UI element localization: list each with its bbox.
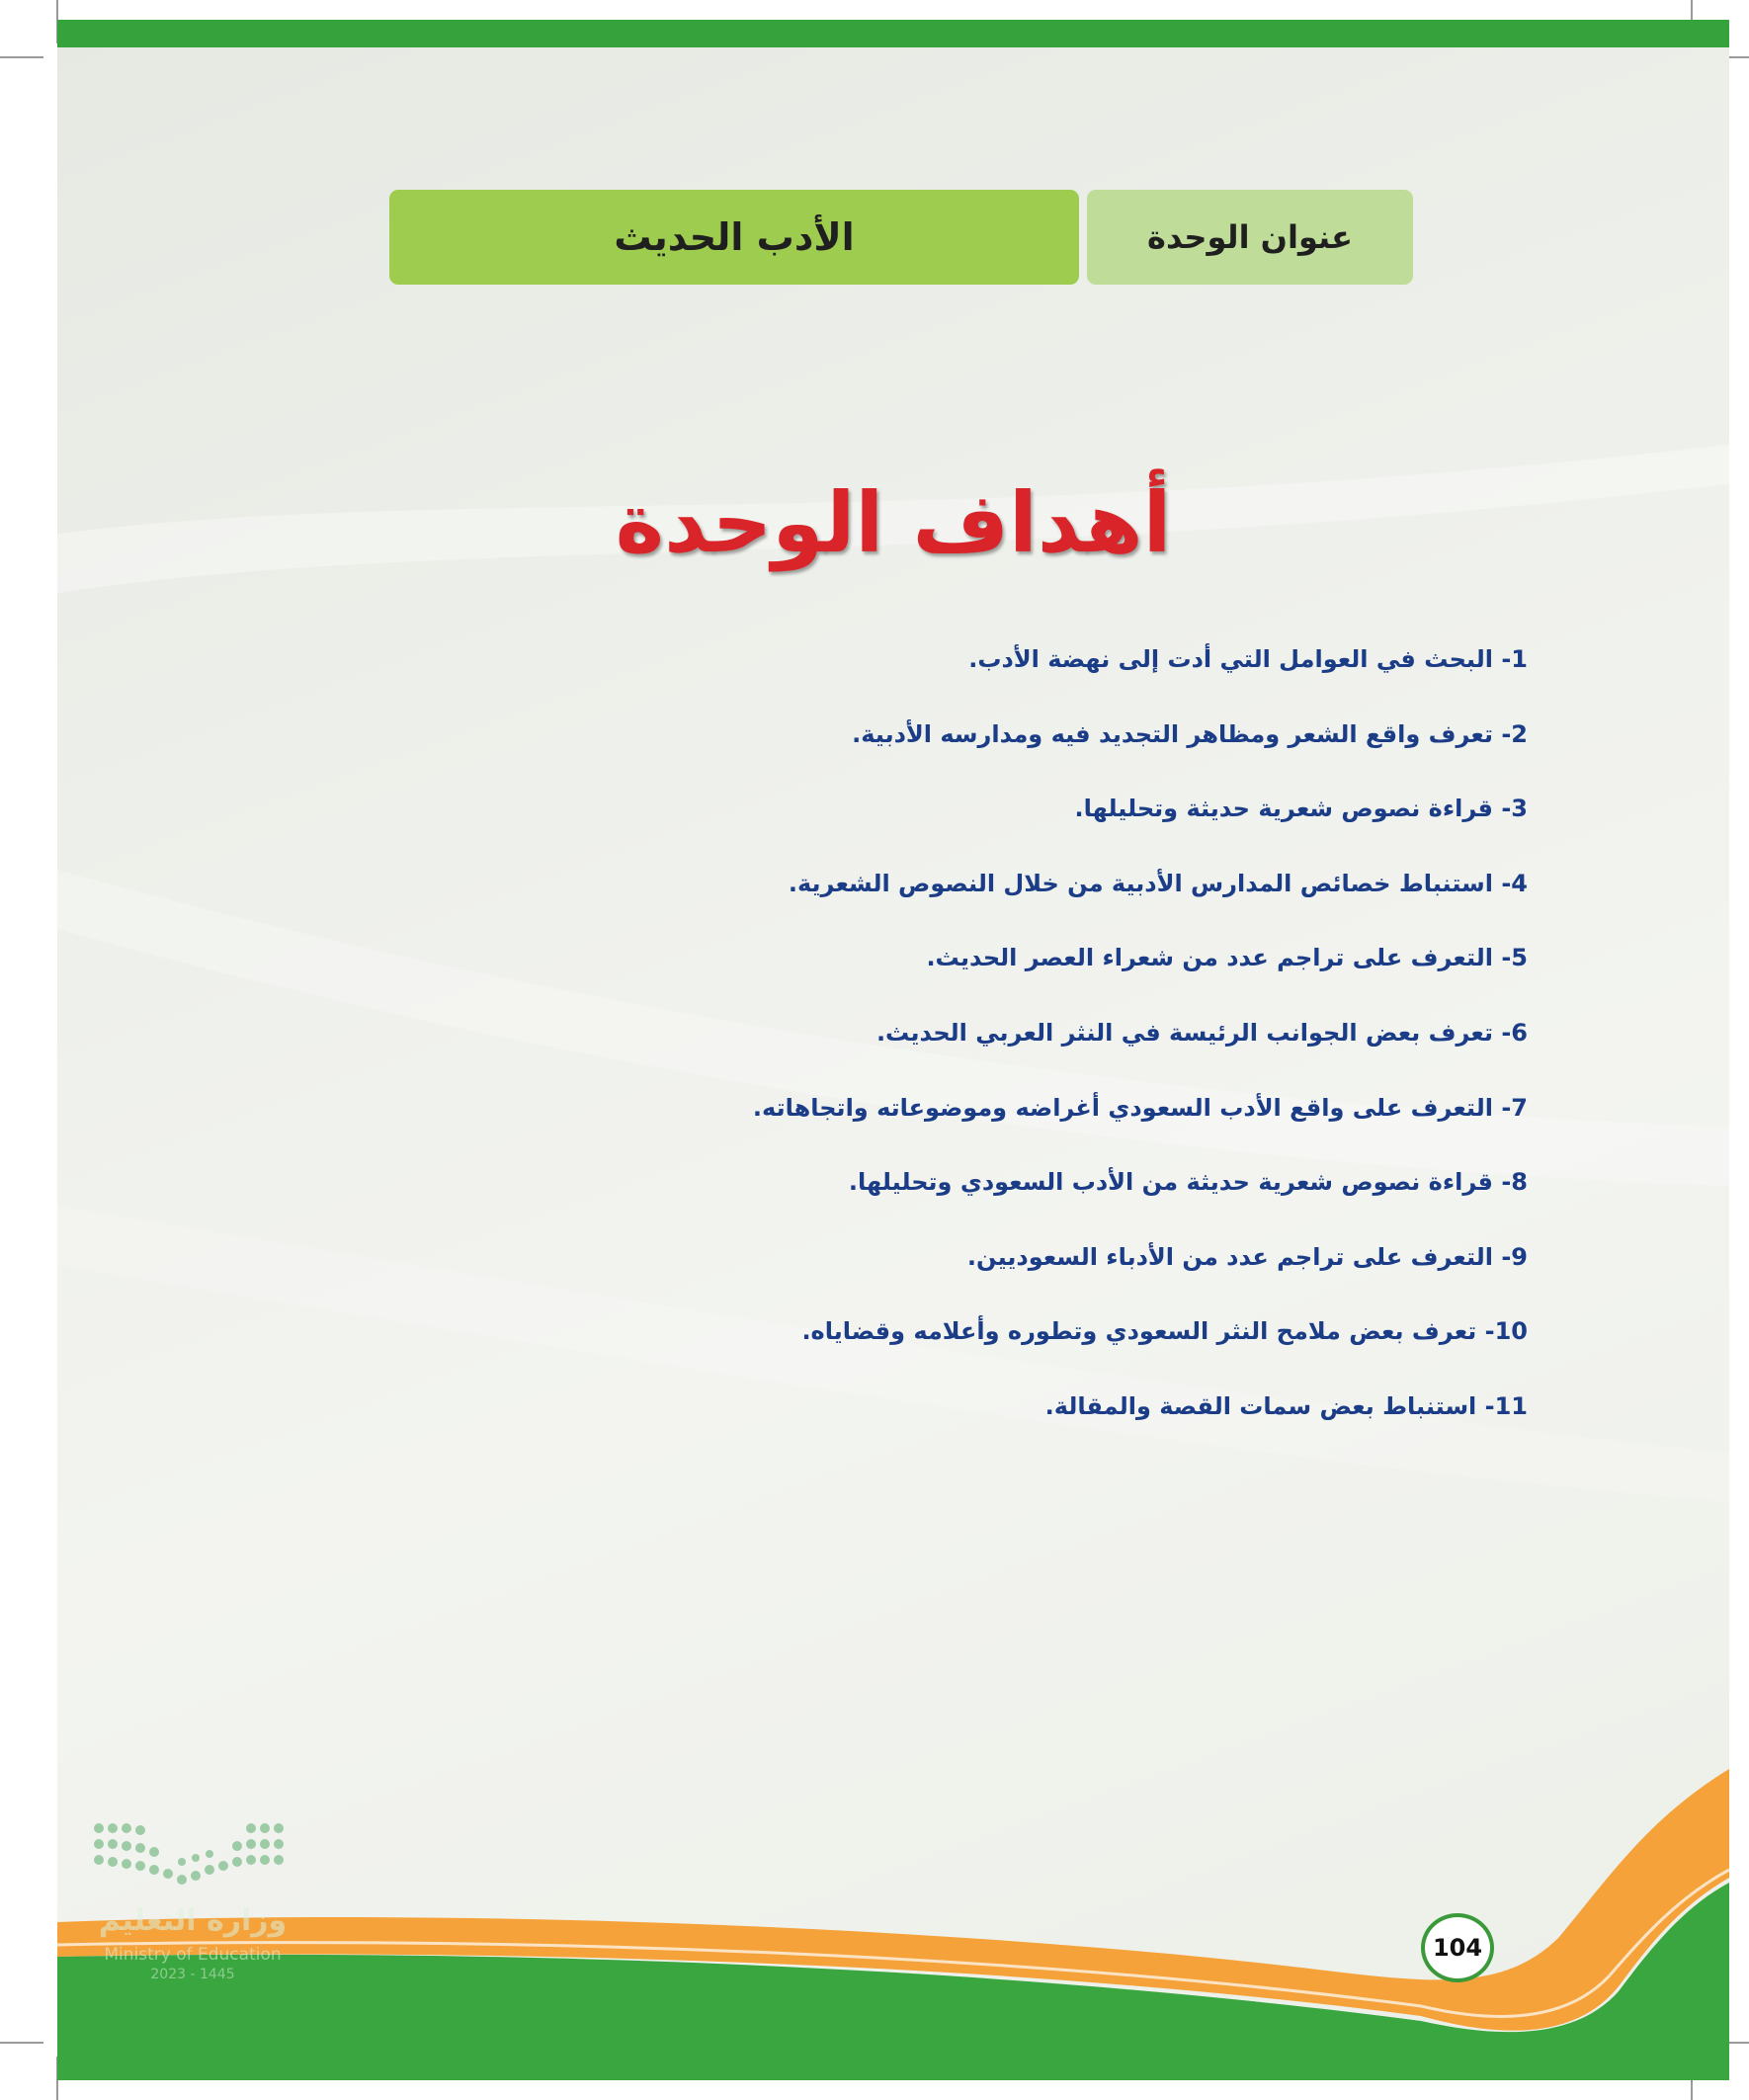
objective-item: 11- استنباط بعض سمات القصة والمقالة. xyxy=(1044,1391,1528,1420)
unit-label: عنوان الوحدة xyxy=(1087,190,1413,285)
logo-arabic-text: وزارة التعليم xyxy=(98,1903,288,1938)
textbook-page xyxy=(57,20,1729,2080)
crop-mark xyxy=(0,2042,43,2044)
page-number: 104 xyxy=(1421,1913,1494,1982)
objective-item: 4- استنباط خصائص المدارس الأدبية من خلال النصوص الشعرية. xyxy=(788,869,1528,897)
unit-header xyxy=(389,190,1413,285)
objectives-list xyxy=(441,623,1528,1445)
unit-title: الأدب الحديث xyxy=(389,190,1079,285)
objective-item: 8- قراءة نصوص شعرية حديثة من الأدب السعودي وتحليلها. xyxy=(848,1168,1528,1197)
logo-dots-icon xyxy=(89,1818,296,1897)
objective-item: 2- تعرف واقع الشعر ومظاهر التجديد فيه ومدارسه الأدبية. xyxy=(852,719,1528,748)
logo-year-text: 2023 - 1445 xyxy=(150,1967,235,1982)
ministry-logo xyxy=(89,1818,296,1986)
logo-english-text: Ministry of Education xyxy=(104,1945,282,1965)
objective-item: 5- التعرف على تراجم عدد من شعراء العصر الحديث. xyxy=(926,944,1528,972)
objective-item: 9- التعرف على تراجم عدد من الأدباء السعوديين. xyxy=(966,1242,1528,1271)
objective-item: 10- تعرف بعض ملامح النثر السعودي وتطوره وأعلامه وقضاياه. xyxy=(801,1317,1528,1346)
objective-item: 7- التعرف على واقع الأدب السعودي أغراضه وموضوعاته واتجاهاته. xyxy=(752,1093,1528,1122)
top-green-bar xyxy=(57,20,1729,47)
objective-item: 6- تعرف بعض الجوانب الرئيسة في النثر العربي الحديث. xyxy=(875,1018,1528,1047)
section-title: أهداف الوحدة xyxy=(615,474,1172,571)
crop-mark xyxy=(0,56,43,58)
objective-item: 3- قراءة نصوص شعرية حديثة وتحليلها. xyxy=(1074,795,1528,823)
objective-item: 1- البحث في العوامل التي أدت إلى نهضة الأدب. xyxy=(968,645,1528,673)
